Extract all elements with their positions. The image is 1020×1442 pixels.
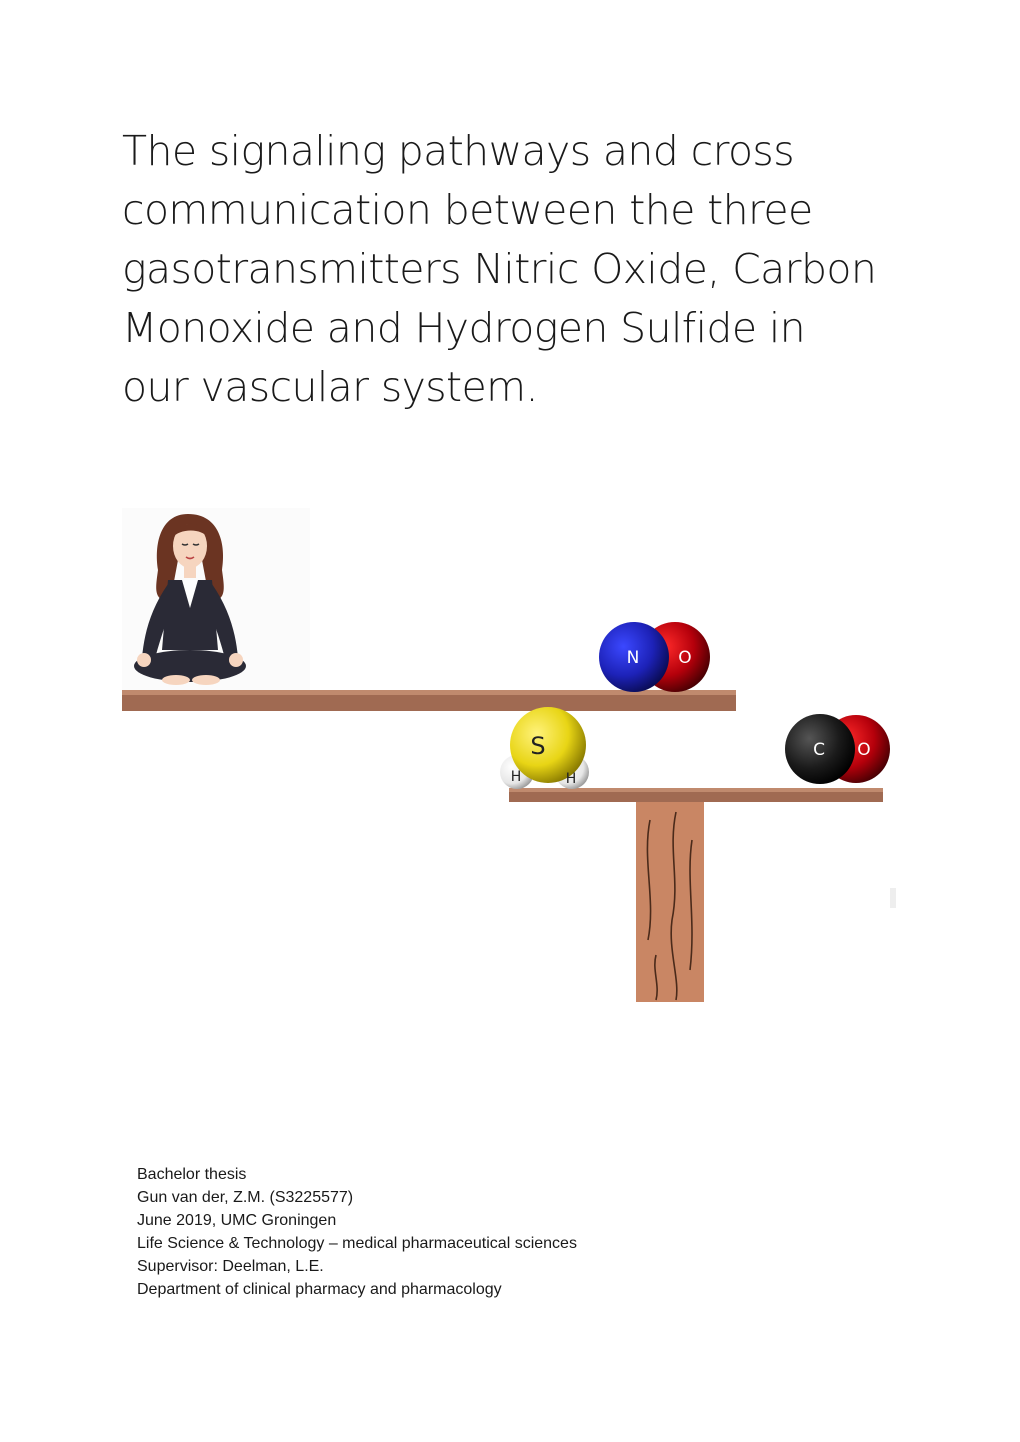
date-institution: June 2019, UMC Groningen	[137, 1212, 337, 1229]
carbon-label: C	[813, 740, 825, 760]
thesis-type: Bachelor thesis	[137, 1166, 247, 1183]
wooden-post	[636, 802, 704, 1002]
sulfur-label: S	[530, 732, 546, 760]
hydrogen-label-1: H	[510, 769, 522, 785]
oxygen-label: O	[678, 648, 692, 668]
hydrogen-label-2: H	[565, 771, 577, 787]
department: Department of clinical pharmacy and pharmacology	[137, 1281, 502, 1298]
author: Gun van der, Z.M. (S3225577)	[137, 1189, 354, 1206]
oxygen-label-co: O	[857, 740, 871, 760]
document-title: The signaling pathways and cross communication between the three gasotransmitters Nitric Oxide, Carbon Monoxide and Hydrogen Sulfide in our vascular system.	[122, 127, 877, 411]
thesis-info	[137, 1163, 577, 1301]
cover-illustration	[120, 500, 910, 1010]
carbon-monoxide-molecule-icon	[785, 714, 890, 784]
nitric-oxide-molecule-icon	[599, 622, 710, 692]
program: Life Science & Technology – medical pharmaceutical sciences	[137, 1235, 577, 1252]
nitrogen-label: N	[626, 648, 640, 668]
hydrogen-sulfide-molecule-icon	[500, 707, 589, 789]
supervisor: Supervisor: Deelman, L.E.	[137, 1258, 324, 1275]
